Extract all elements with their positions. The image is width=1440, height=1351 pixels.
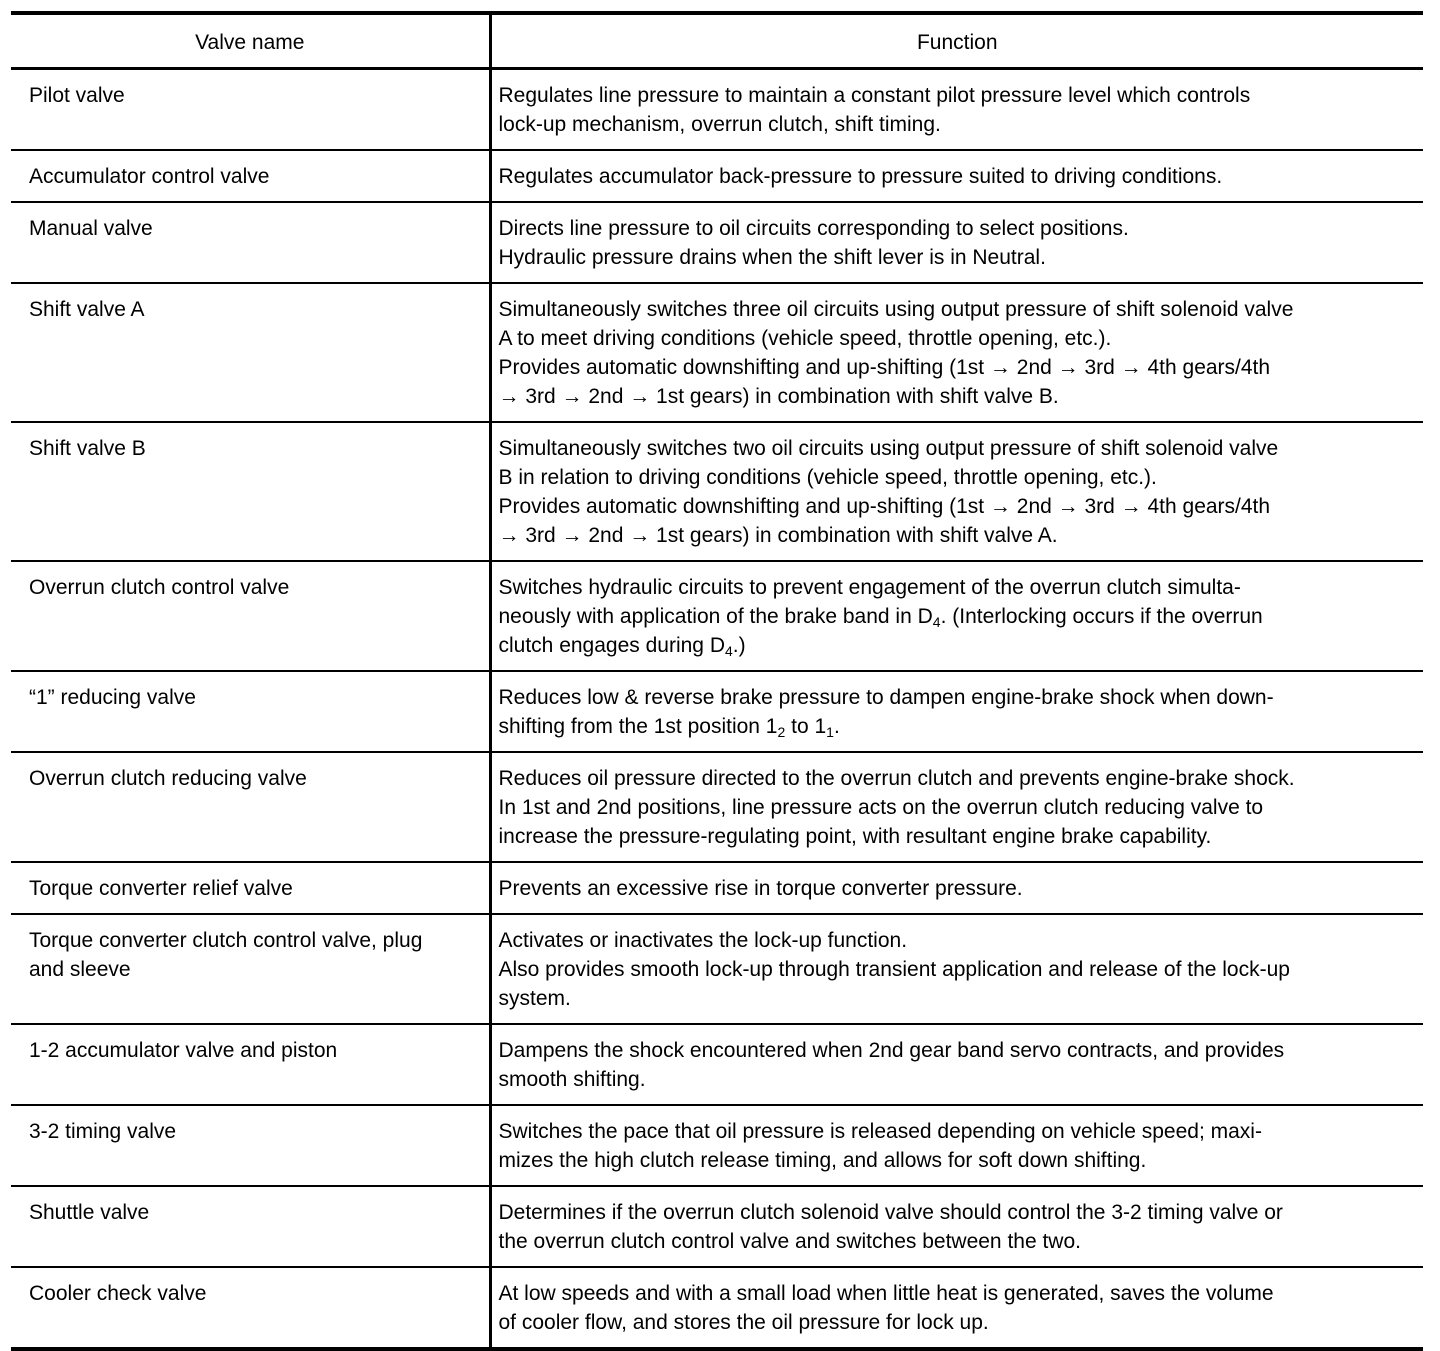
function-cell bbox=[490, 1024, 1423, 1105]
valve-name-cell bbox=[11, 283, 490, 422]
function-cell bbox=[490, 862, 1423, 914]
valve-name-line: Torque converter relief valve bbox=[29, 877, 293, 900]
function-text-line: In 1st and 2nd positions, line pressure acts on the overrun clutch reducing valve to bbox=[498, 796, 1264, 819]
function-text-line: Provides automatic downshifting and up-shifting (1st → 2nd → 3rd → 4th gears/4th bbox=[498, 356, 1271, 379]
function-text-line: smooth shifting. bbox=[498, 1068, 646, 1091]
table-row bbox=[11, 150, 1423, 202]
valve-name-cell bbox=[11, 1024, 490, 1105]
function-text-line: Prevents an excessive rise in torque converter pressure. bbox=[498, 877, 1023, 900]
function-text-line: → 3rd → 2nd → 1st gears) in combination with shift valve A. bbox=[498, 524, 1058, 547]
valve-name-cell bbox=[11, 914, 490, 1024]
function-text-line: the overrun clutch control valve and switches between the two. bbox=[498, 1230, 1081, 1253]
valve-name-line: Shift valve A bbox=[29, 298, 145, 321]
function-text-line: Reduces oil pressure directed to the overrun clutch and prevents engine-brake shock. bbox=[498, 767, 1295, 790]
valve-name-cell bbox=[11, 671, 490, 752]
function-text-line: A to meet driving conditions (vehicle speed, throttle opening, etc.). bbox=[498, 327, 1112, 350]
table-row bbox=[11, 671, 1423, 752]
function-text-line: Provides automatic downshifting and up-shifting (1st → 2nd → 3rd → 4th gears/4th bbox=[498, 495, 1271, 518]
header-function: Function bbox=[490, 13, 1423, 69]
function-text-line: mizes the high clutch release timing, and allows for soft down shifting. bbox=[498, 1149, 1147, 1172]
function-text-line: → 3rd → 2nd → 1st gears) in combination with shift valve B. bbox=[498, 385, 1059, 408]
function-cell bbox=[490, 1186, 1423, 1267]
table-row bbox=[11, 914, 1423, 1024]
valve-name-line: Shuttle valve bbox=[29, 1201, 150, 1224]
function-text-line: system. bbox=[498, 987, 571, 1010]
function-cell bbox=[490, 914, 1423, 1024]
valve-name-line: Overrun clutch reducing valve bbox=[29, 767, 307, 790]
valve-name-line: Shift valve B bbox=[29, 437, 146, 460]
function-text-line: clutch engages during $D_4$.) bbox=[498, 634, 746, 659]
function-text-line: lock-up mechanism, overrun clutch, shift timing. bbox=[498, 113, 941, 136]
table-row bbox=[11, 561, 1423, 671]
function-text-line: Directs line pressure to oil circuits corresponding to select positions. bbox=[498, 217, 1129, 240]
function-text-line: Simultaneously switches three oil circuits using output pressure of shift solenoid valve bbox=[498, 298, 1294, 321]
function-text-line: Switches hydraulic circuits to prevent engagement of the overrun clutch simulta- bbox=[498, 576, 1241, 599]
function-text-line: Simultaneously switches two oil circuits using output pressure of shift solenoid valve bbox=[498, 437, 1279, 460]
table-row bbox=[11, 1267, 1423, 1349]
function-text-line: Regulates line pressure to maintain a constant pilot pressure level which controls bbox=[498, 84, 1251, 107]
table-body bbox=[11, 69, 1423, 1350]
function-text-line: increase the pressure-regulating point, with resultant engine brake capability. bbox=[498, 825, 1212, 848]
valve-name-cell bbox=[11, 69, 490, 151]
table-row bbox=[11, 1186, 1423, 1267]
function-cell bbox=[490, 1267, 1423, 1349]
function-cell bbox=[490, 561, 1423, 671]
function-cell bbox=[490, 671, 1423, 752]
valve-name-line: 3-2 timing valve bbox=[29, 1120, 177, 1143]
valve-name-line: and sleeve bbox=[29, 958, 131, 981]
function-text-line: B in relation to driving conditions (vehicle speed, throttle opening, etc.). bbox=[498, 466, 1157, 489]
function-text-line: Reduces low & reverse brake pressure to dampen engine-brake shock when down- bbox=[498, 686, 1274, 709]
valve-name-cell bbox=[11, 561, 490, 671]
table-row bbox=[11, 422, 1423, 561]
function-text-line: shifting from the 1st position $1_2$ to $1_1$. bbox=[498, 715, 840, 740]
function-cell bbox=[490, 283, 1423, 422]
function-text-line: of cooler flow, and stores the oil pressure for lock up. bbox=[498, 1311, 989, 1334]
valve-function-table bbox=[11, 11, 1423, 1351]
valve-name-cell bbox=[11, 1267, 490, 1349]
function-cell bbox=[490, 69, 1423, 151]
table-row bbox=[11, 69, 1423, 151]
function-text-line: Dampens the shock encountered when 2nd gear band servo contracts, and provides bbox=[498, 1039, 1285, 1062]
table-row bbox=[11, 862, 1423, 914]
function-text-line: Hydraulic pressure drains when the shift lever is in Neutral. bbox=[498, 246, 1046, 269]
valve-name-cell bbox=[11, 422, 490, 561]
function-text-line: neously with application of the brake band in $D_4$. (Interlocking occurs if the overrun bbox=[498, 605, 1263, 630]
valve-name-line: Accumulator control valve bbox=[29, 165, 270, 188]
valve-name-cell bbox=[11, 752, 490, 862]
valve-name-line: “1” reducing valve bbox=[29, 686, 196, 709]
function-text-line: Regulates accumulator back-pressure to pressure suited to driving conditions. bbox=[498, 165, 1223, 188]
valve-name-line: Manual valve bbox=[29, 217, 153, 240]
function-text-line: Activates or inactivates the lock-up function. bbox=[498, 929, 908, 952]
valve-name-cell bbox=[11, 1105, 490, 1186]
valve-name-cell bbox=[11, 862, 490, 914]
table-row bbox=[11, 202, 1423, 283]
header-valve-name: Valve name bbox=[11, 13, 490, 69]
valve-name-line: Cooler check valve bbox=[29, 1282, 207, 1305]
function-cell bbox=[490, 752, 1423, 862]
header-row bbox=[11, 13, 1423, 69]
function-text-line: Also provides smooth lock-up through transient application and release of the lock-up bbox=[498, 958, 1290, 981]
valve-name-cell bbox=[11, 1186, 490, 1267]
table-row bbox=[11, 1105, 1423, 1186]
function-text-line: Determines if the overrun clutch solenoid valve should control the 3-2 timing valve or bbox=[498, 1201, 1283, 1224]
valve-name-cell bbox=[11, 150, 490, 202]
table-row bbox=[11, 752, 1423, 862]
valve-name-line: Pilot valve bbox=[29, 84, 125, 107]
function-cell bbox=[490, 1105, 1423, 1186]
function-cell bbox=[490, 150, 1423, 202]
function-text-line: At low speeds and with a small load when little heat is generated, saves the volume bbox=[498, 1282, 1274, 1305]
function-text-line: Switches the pace that oil pressure is released depending on vehicle speed; maxi- bbox=[498, 1120, 1262, 1143]
table-row bbox=[11, 1024, 1423, 1105]
valve-name-line: 1-2 accumulator valve and piston bbox=[29, 1039, 338, 1062]
valve-name-line: Torque converter clutch control valve, plug bbox=[29, 929, 423, 952]
table-row bbox=[11, 283, 1423, 422]
function-cell bbox=[490, 202, 1423, 283]
valve-name-cell bbox=[11, 202, 490, 283]
valve-name-line: Overrun clutch control valve bbox=[29, 576, 290, 599]
function-cell bbox=[490, 422, 1423, 561]
